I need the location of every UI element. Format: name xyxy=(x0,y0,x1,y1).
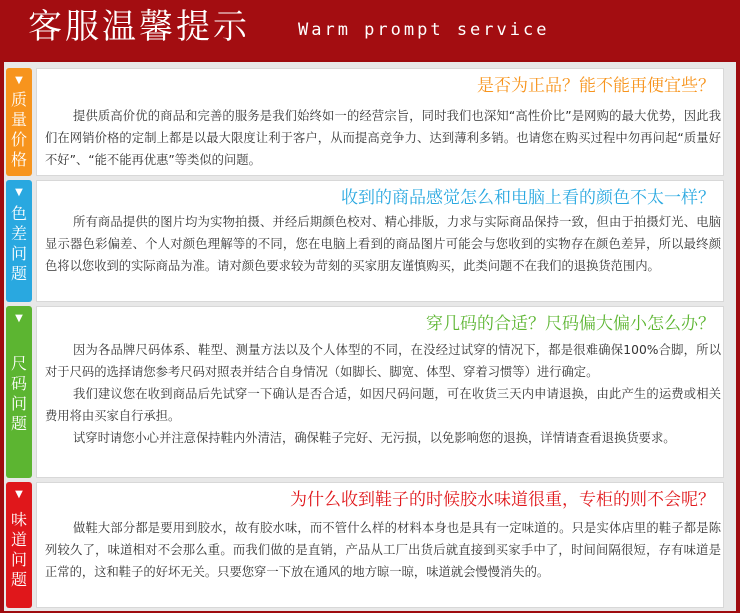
section-paragraph: 所有商品提供的图片均为实物拍摄、并经后期颜色校对、精心排版，力求与实际商品保持一致，但由于拍摄灯光、电脑显示器色彩偏差、个人对颜色理解等的不同，您在电脑上看到的商品图片可能会与您收到的实物存在颜色差异，所以最终颜色将以您收到的实际商品为准。请对颜色要求较为苛刻的买家朋友谨慎购买，此类问题不在我们的退换货范围内。 xyxy=(45,215,721,273)
tab-label-char: 味 xyxy=(10,510,27,529)
header-banner xyxy=(0,0,740,60)
tab-label-char: 题 xyxy=(10,264,27,283)
tab-label-char: 价 xyxy=(10,130,27,149)
triangle-down-icon: ▼ xyxy=(15,489,23,500)
header-subtitle: Warm prompt service xyxy=(298,20,550,40)
tab-sizing xyxy=(6,306,32,478)
triangle-down-icon: ▼ xyxy=(15,313,23,324)
tab-quality-price xyxy=(6,68,32,176)
section-card xyxy=(36,306,724,478)
section-question: 收到的商品感觉怎么和电脑上看的颜色不太一样？ xyxy=(341,188,715,208)
section-paragraph: 提供质高价优的商品和完善的服务是我们始终如一的经营宗旨，同时我们也深知“高性价比”是网购的最大优势，因此我们在网销价格的定制上都是以最大限度让利于客户，从而提高竞争力、达到薄利多销。也请您在购买过程中勿再问起“质量好不好”、“能不能再优惠”等类似的问题。 xyxy=(45,109,721,167)
tab-label-char: 量 xyxy=(10,110,27,129)
tab-label-char: 质 xyxy=(10,90,27,109)
tab-label-char: 题 xyxy=(10,414,27,433)
triangle-down-icon: ▼ xyxy=(15,187,23,198)
tab-label-char: 问 xyxy=(10,244,27,263)
header-title: 客服温馨提示 xyxy=(28,7,250,47)
section-color-difference xyxy=(6,180,732,302)
tab-label-char: 尺 xyxy=(10,354,27,373)
tab-label-char: 问 xyxy=(10,550,27,569)
section-question: 是否为正品？能不能再便宜些？ xyxy=(477,76,715,96)
section-sizing xyxy=(6,306,732,478)
tab-odor xyxy=(6,482,32,608)
section-paragraph: 试穿时请您小心并注意保持鞋内外清洁，确保鞋子完好、无污损，以免影响您的退换，详情请查看退换货要求。 xyxy=(73,431,676,445)
section-card xyxy=(36,180,724,302)
section-odor xyxy=(6,482,732,608)
section-paragraph: 因为各品牌尺码体系、鞋型、测量方法以及个人体型的不同，在没经过试穿的情况下，都是很难确保100%合脚，所以对于尺码的选择请您参考尺码对照表并结合自身情况（如脚长、脚宽、体型、穿着习惯等）进行确定。 xyxy=(45,343,721,379)
section-paragraph: 我们建议您在收到商品后先试穿一下确认是否合适，如因尺码问题，可在收货三天内申请退换，由此产生的运费或相关费用将由买家自行承担。 xyxy=(45,387,721,423)
tab-label-char: 色 xyxy=(10,204,27,223)
section-quality-price xyxy=(6,68,732,176)
section-paragraph: 做鞋大部分都是要用到胶水，故有胶水味，而不管什么样的材料本身也是具有一定味道的。只是实体店里的鞋子都是陈列较久了，味道相对不会那么重。而我们做的是直销，产品从工厂出货后就直接到买家手中了，时间间隔很短，存有味道是正常的，这和鞋子的好坏无关。只要您穿一下放在通风的地方晾一晾，味道就会慢慢消失的。 xyxy=(45,521,721,579)
section-card xyxy=(36,68,724,176)
tab-label-char: 格 xyxy=(10,150,27,169)
tab-label-char: 差 xyxy=(10,224,27,243)
tab-label-char: 道 xyxy=(10,530,27,549)
section-question: 穿几码的合适？尺码偏大偏小怎么办？ xyxy=(426,314,715,334)
tab-label-char: 问 xyxy=(10,394,27,413)
tab-label-char: 题 xyxy=(10,570,27,589)
section-card xyxy=(36,482,724,608)
triangle-down-icon: ▼ xyxy=(15,75,23,86)
section-question: 为什么收到鞋子的时候胶水味道很重，专柜的则不会呢？ xyxy=(290,490,715,510)
tab-color-difference xyxy=(6,180,32,302)
tab-label-char: 码 xyxy=(10,374,27,393)
